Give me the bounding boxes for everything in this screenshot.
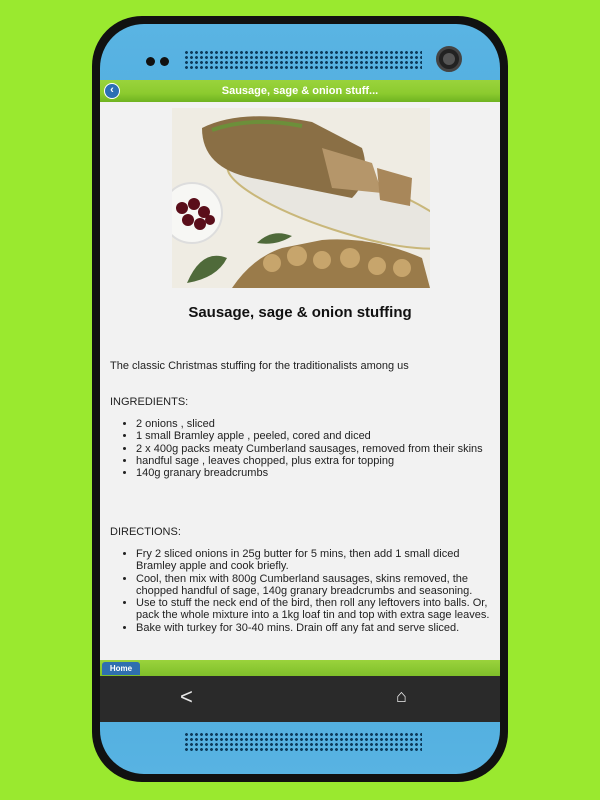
ingredients-heading: INGREDIENTS: — [110, 396, 189, 408]
list-item: • Bake with turkey for 30-40 mins. Drain off any fat and serve sliced. — [136, 622, 494, 634]
nav-home-icon[interactable]: ⌂ — [396, 686, 407, 706]
top-speaker-grille — [184, 50, 422, 70]
list-item: • Use to stuff the neck end of the bird, then roll any leftovers into balls. Or, pack the whole mixture into a 1kg loaf tin and top with extra sage leaves. — [136, 597, 494, 622]
sensor-dot — [146, 57, 155, 66]
sensor-dot — [160, 57, 169, 66]
list-item: • 2 x 400g packs meaty Cumberland sausages, removed from their skins — [136, 443, 494, 455]
front-camera-icon — [436, 46, 462, 72]
list-item: • 2 onions , sliced — [136, 418, 494, 430]
list-item: • handful sage , leaves chopped, plus extra for topping — [136, 455, 494, 467]
directions-heading: DIRECTIONS: — [110, 526, 181, 538]
recipe-heading: Sausage, sage & onion stuffing — [188, 304, 412, 321]
bottom-tab-bar — [100, 660, 500, 676]
phone-screen — [100, 80, 500, 722]
back-arrow-icon[interactable]: ‹ — [104, 83, 120, 99]
list-item: • Fry 2 sliced onions in 25g butter for 5 mins, then add 1 small diced Bramley apple and cook briefly. — [136, 548, 494, 573]
bottom-speaker-grille — [184, 732, 422, 752]
page-title: Sausage, sage & onion stuff... — [221, 85, 379, 97]
ingredients-list — [126, 418, 494, 479]
nav-back-icon[interactable]: < — [180, 684, 193, 709]
recipe-intro: The classic Christmas stuffing for the traditionalists among us — [110, 360, 409, 372]
recipe-content[interactable] — [100, 102, 500, 660]
list-item: • Cool, then mix with 800g Cumberland sausages, skins removed, the chopped handful of sage, 140g granary breadcrumbs and seasoning. — [136, 573, 494, 598]
app-title-bar — [100, 80, 500, 102]
recipe-photo — [172, 108, 430, 288]
directions-list — [126, 548, 494, 634]
home-tab[interactable]: Home — [102, 662, 140, 675]
list-item: • 1 small Bramley apple , peeled, cored and diced — [136, 430, 494, 442]
android-nav-bar — [100, 676, 500, 722]
list-item: • 140g granary breadcrumbs — [136, 467, 494, 479]
